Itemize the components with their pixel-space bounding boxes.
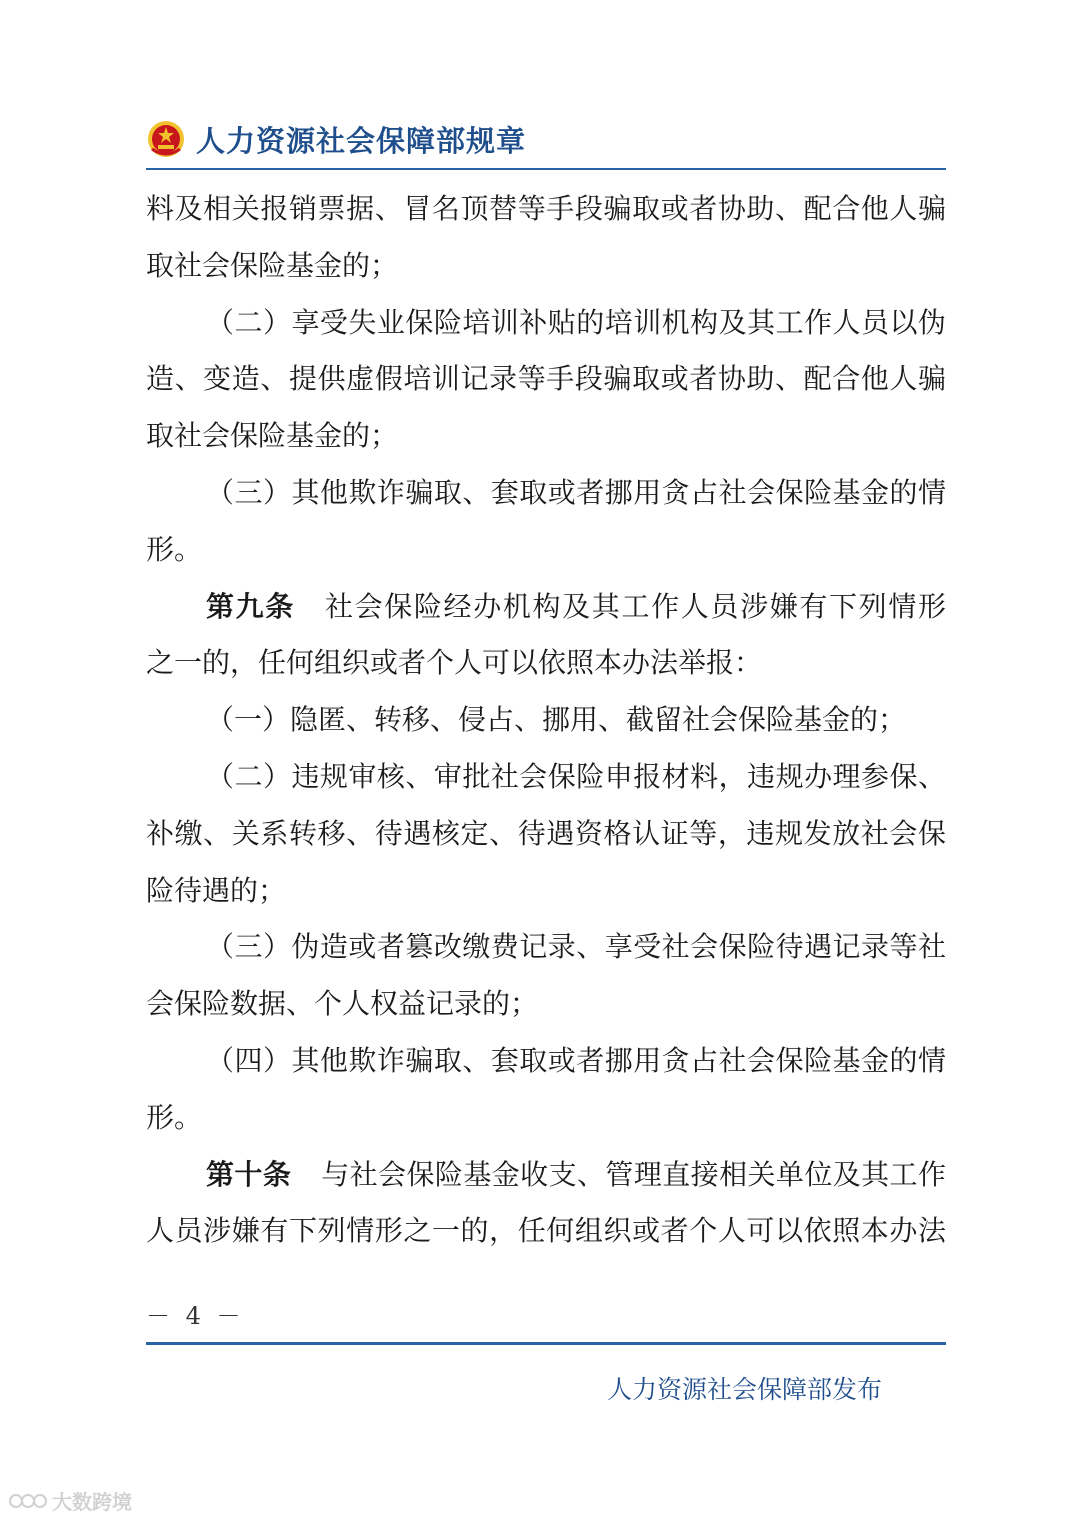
text-line: 取社会保险基金的； — [146, 248, 399, 282]
national-emblem-icon — [146, 119, 186, 159]
text-line: 形。 — [146, 1100, 203, 1134]
text-line: 之一的，任何组织或者个人可以依照本办法举报： — [146, 646, 763, 680]
text-line: 取社会保险基金的； — [146, 419, 399, 453]
article-9-label: 第九条 — [206, 589, 295, 623]
text-line: （四）其他欺诈骗取、套取或者挪用贪占社会保险基金的情 — [206, 1043, 946, 1077]
watermark-logo-icon — [8, 1489, 52, 1513]
header-divider — [146, 168, 946, 170]
text-line: 造、变造、提供虚假培训记录等手段骗取或者协助、配合他人骗 — [146, 362, 946, 396]
article-10-label: 第十条 — [206, 1157, 292, 1191]
article-10-first-line — [146, 1147, 946, 1204]
article-9-first-line — [146, 579, 946, 636]
article-10-text: 与社会保险基金收支、管理直接相关单位及其工作 — [321, 1157, 946, 1191]
text-line: 料及相关报销票据、冒名顶替等手段骗取或者协助、配合他人骗 — [146, 192, 946, 225]
header-title: 人力资源社会保障部规章 — [196, 123, 527, 158]
text-line: 补缴、关系转移、待遇核定、待遇资格认证等，违规发放社会保 — [146, 816, 946, 850]
footer-divider — [146, 1342, 946, 1345]
text-line: 险待遇的； — [146, 873, 287, 907]
page-header — [146, 116, 526, 162]
text-line: （三）其他欺诈骗取、套取或者挪用贪占社会保险基金的情 — [206, 475, 946, 509]
text-line: 形。 — [146, 532, 203, 566]
page-number: － 4 － — [146, 1302, 245, 1330]
article-9-text: 社会保险经办机构及其工作人员涉嫌有下列情形 — [324, 589, 946, 623]
document-body — [146, 181, 946, 1260]
text-line: （一）隐匿、转移、侵占、挪用、截留社会保险基金的； — [206, 703, 907, 737]
text-line: （二）违规审核、审批社会保险申报材料，违规办理参保、 — [206, 759, 946, 793]
footer-publisher: 人力资源社会保障部发布 — [606, 1375, 882, 1404]
text-line: （二）享受失业保险培训补贴的培训机构及其工作人员以伪 — [206, 305, 946, 339]
watermark — [8, 1486, 132, 1515]
watermark-text: 大数跨境 — [52, 1490, 132, 1514]
text-line: （三）伪造或者篡改缴费记录、享受社会保险待遇记录等社 — [206, 930, 946, 964]
text-line: 会保险数据、个人权益记录的； — [146, 987, 539, 1021]
text-line: 人员涉嫌有下列情形之一的，任何组织或者个人可以依照本办法 — [146, 1214, 946, 1248]
